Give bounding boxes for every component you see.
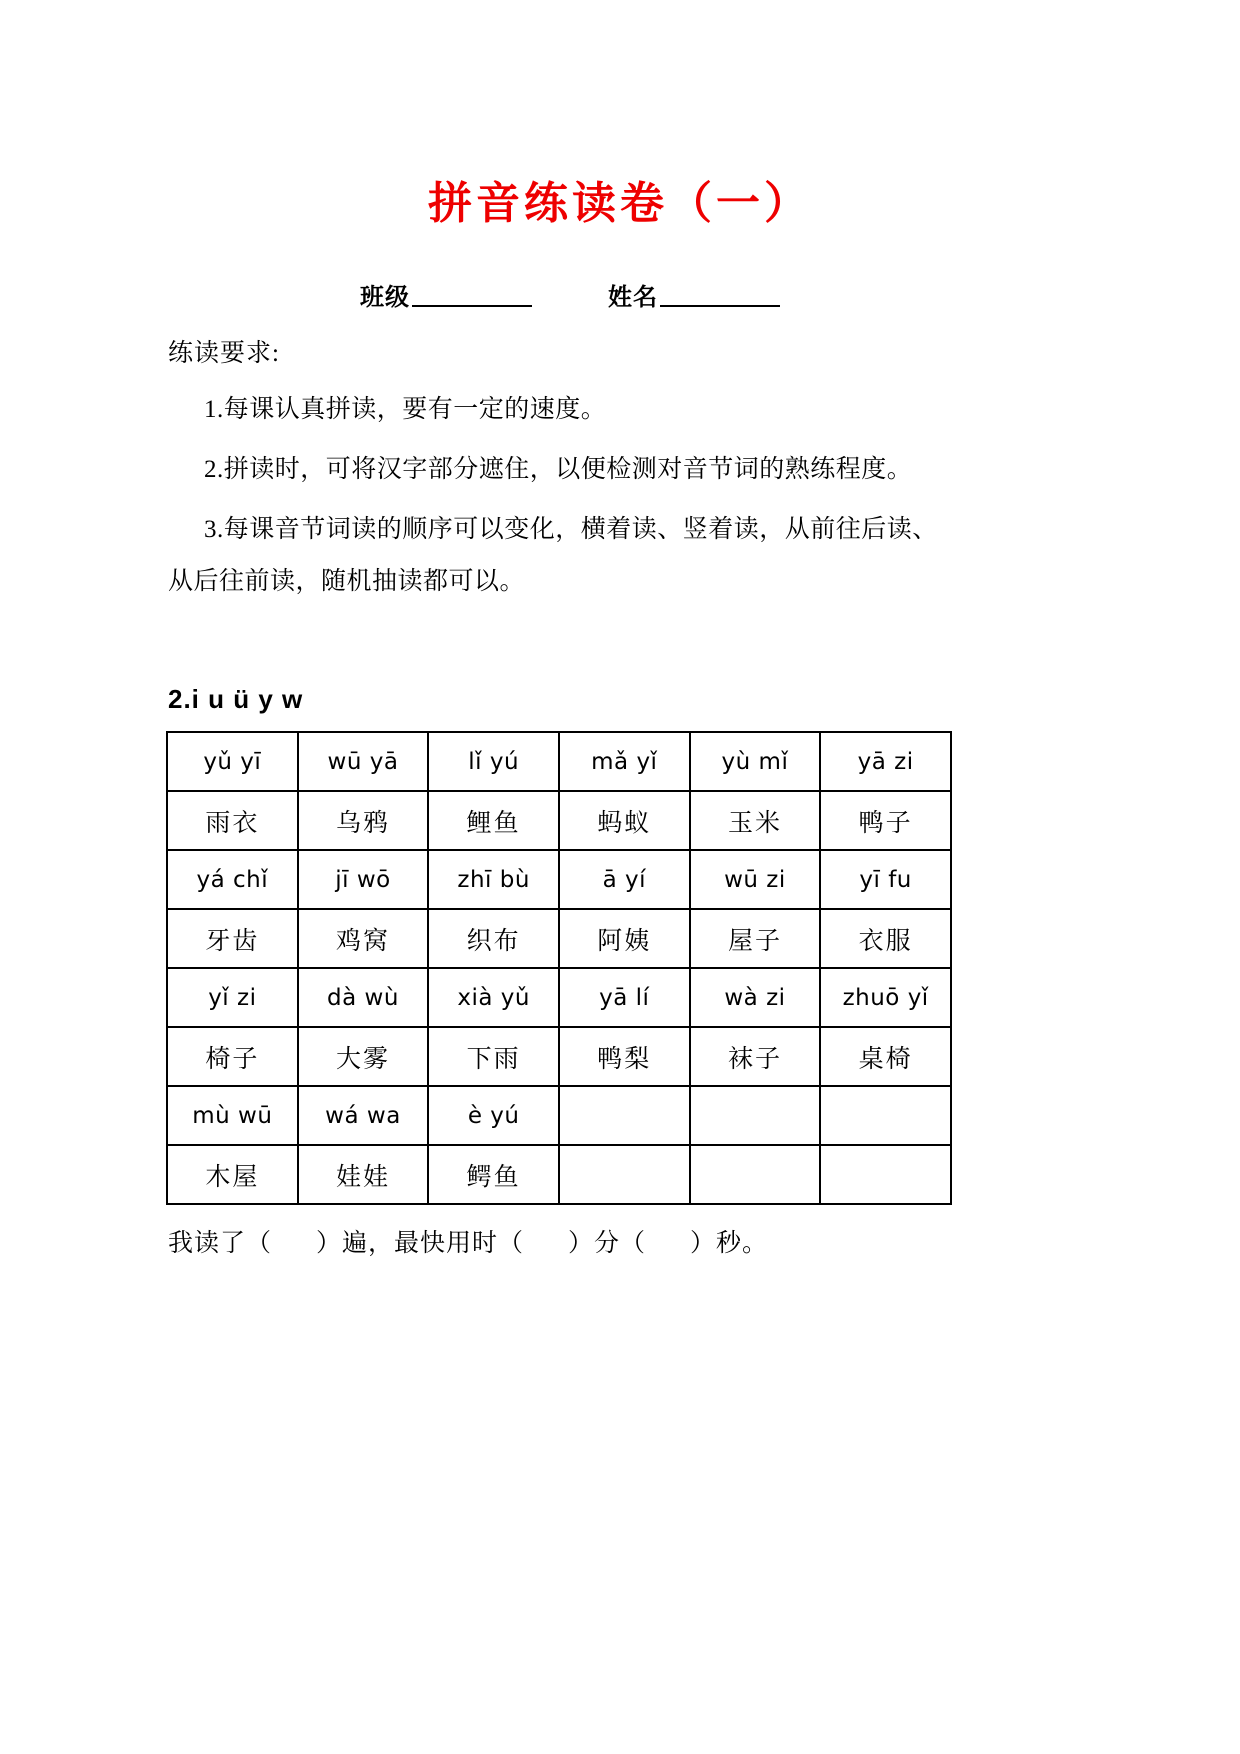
table-cell: wū zi <box>690 850 821 909</box>
table-cell-empty <box>820 1145 951 1204</box>
section-heading: 2.i u ü y w <box>168 684 304 715</box>
reading-record-line <box>0 1223 1240 1259</box>
table-cell: yā zi <box>820 732 951 791</box>
table-cell: 鳄鱼 <box>428 1145 559 1204</box>
table-cell: 织布 <box>428 909 559 968</box>
table-cell: 下雨 <box>428 1027 559 1086</box>
requirement-item-2 <box>0 453 1240 487</box>
table-cell-empty <box>559 1086 690 1145</box>
table-cell-empty <box>690 1086 821 1145</box>
table-cell: xià yǔ <box>428 968 559 1027</box>
table-cell: dà wù <box>298 968 429 1027</box>
table-cell: 娃娃 <box>298 1145 429 1204</box>
table-cell: è yú <box>428 1086 559 1145</box>
table-row <box>167 1086 951 1145</box>
table-row <box>167 850 951 909</box>
table-cell: 玉米 <box>690 791 821 850</box>
table-cell: zhī bù <box>428 850 559 909</box>
table-cell: yī fu <box>820 850 951 909</box>
word-table-body <box>167 732 951 1204</box>
table-cell: 鸭子 <box>820 791 951 850</box>
requirement-item-1 <box>0 393 1240 427</box>
table-cell-empty <box>690 1145 821 1204</box>
requirement-text-2: 2.拼读时，可将汉字部分遮住，以便检测对音节词的熟练程度。 <box>204 456 913 484</box>
table-cell: 木屋 <box>167 1145 298 1204</box>
page-title: 拼音练读卷（一） <box>428 179 812 228</box>
table-cell: yā lí <box>559 968 690 1027</box>
requirement-continuation: 从后往前读，随机抽读都可以。 <box>168 567 526 595</box>
table-cell: 阿姨 <box>559 909 690 968</box>
word-table-wrapper <box>0 731 1240 1205</box>
table-row <box>167 909 951 968</box>
table-cell: wá wa <box>298 1086 429 1145</box>
table-cell: 大雾 <box>298 1027 429 1086</box>
table-cell: 雨衣 <box>167 791 298 850</box>
table-cell: mǎ yǐ <box>559 732 690 791</box>
table-cell: 牙齿 <box>167 909 298 968</box>
table-cell: 乌鸦 <box>298 791 429 850</box>
table-cell-empty <box>820 1086 951 1145</box>
identity-line <box>0 277 1240 312</box>
table-cell: 袜子 <box>690 1027 821 1086</box>
table-cell: yù mǐ <box>690 732 821 791</box>
table-cell: jī wō <box>298 850 429 909</box>
requirement-item-3 <box>0 513 1240 547</box>
footer-text-3: ）分（ <box>568 1230 647 1258</box>
table-cell: yá chǐ <box>167 850 298 909</box>
footer-text-4: ）秒。 <box>690 1230 769 1258</box>
table-cell: 屋子 <box>690 909 821 968</box>
requirements-heading: 练读要求: <box>168 339 280 367</box>
class-blank[interactable] <box>412 285 532 307</box>
requirement-text-1: 1.每课认真拼读，要有一定的速度。 <box>204 396 607 424</box>
name-field <box>608 277 780 312</box>
table-cell: 蚂蚁 <box>559 791 690 850</box>
requirement-text-3: 3.每课音节词读的顺序可以变化，横着读、竖着读，从前往后读、 <box>204 515 938 543</box>
table-cell: mù wū <box>167 1086 298 1145</box>
table-cell: zhuō yǐ <box>820 968 951 1027</box>
class-field <box>360 277 532 312</box>
table-cell: 鸡窝 <box>298 909 429 968</box>
table-row <box>167 732 951 791</box>
footer-text-1: 我读了（ <box>168 1230 273 1258</box>
table-cell: lǐ yú <box>428 732 559 791</box>
table-row <box>167 791 951 850</box>
table-row <box>167 1027 951 1086</box>
table-cell-empty <box>559 1145 690 1204</box>
name-blank[interactable] <box>660 285 780 307</box>
name-label: 姓名 <box>608 284 658 311</box>
table-cell: wū yā <box>298 732 429 791</box>
table-row <box>167 1145 951 1204</box>
table-cell: 衣服 <box>820 909 951 968</box>
table-cell: ā yí <box>559 850 690 909</box>
table-cell: 鸭梨 <box>559 1027 690 1086</box>
class-label: 班级 <box>360 284 410 311</box>
table-cell: yǐ zi <box>167 968 298 1027</box>
table-row <box>167 968 951 1027</box>
table-cell: 鲤鱼 <box>428 791 559 850</box>
table-cell: wà zi <box>690 968 821 1027</box>
table-cell: 桌椅 <box>820 1027 951 1086</box>
table-cell: yǔ yī <box>167 732 298 791</box>
word-table <box>166 731 952 1205</box>
footer-text-2: ）遍，最快用时（ <box>316 1230 525 1258</box>
table-cell: 椅子 <box>167 1027 298 1086</box>
